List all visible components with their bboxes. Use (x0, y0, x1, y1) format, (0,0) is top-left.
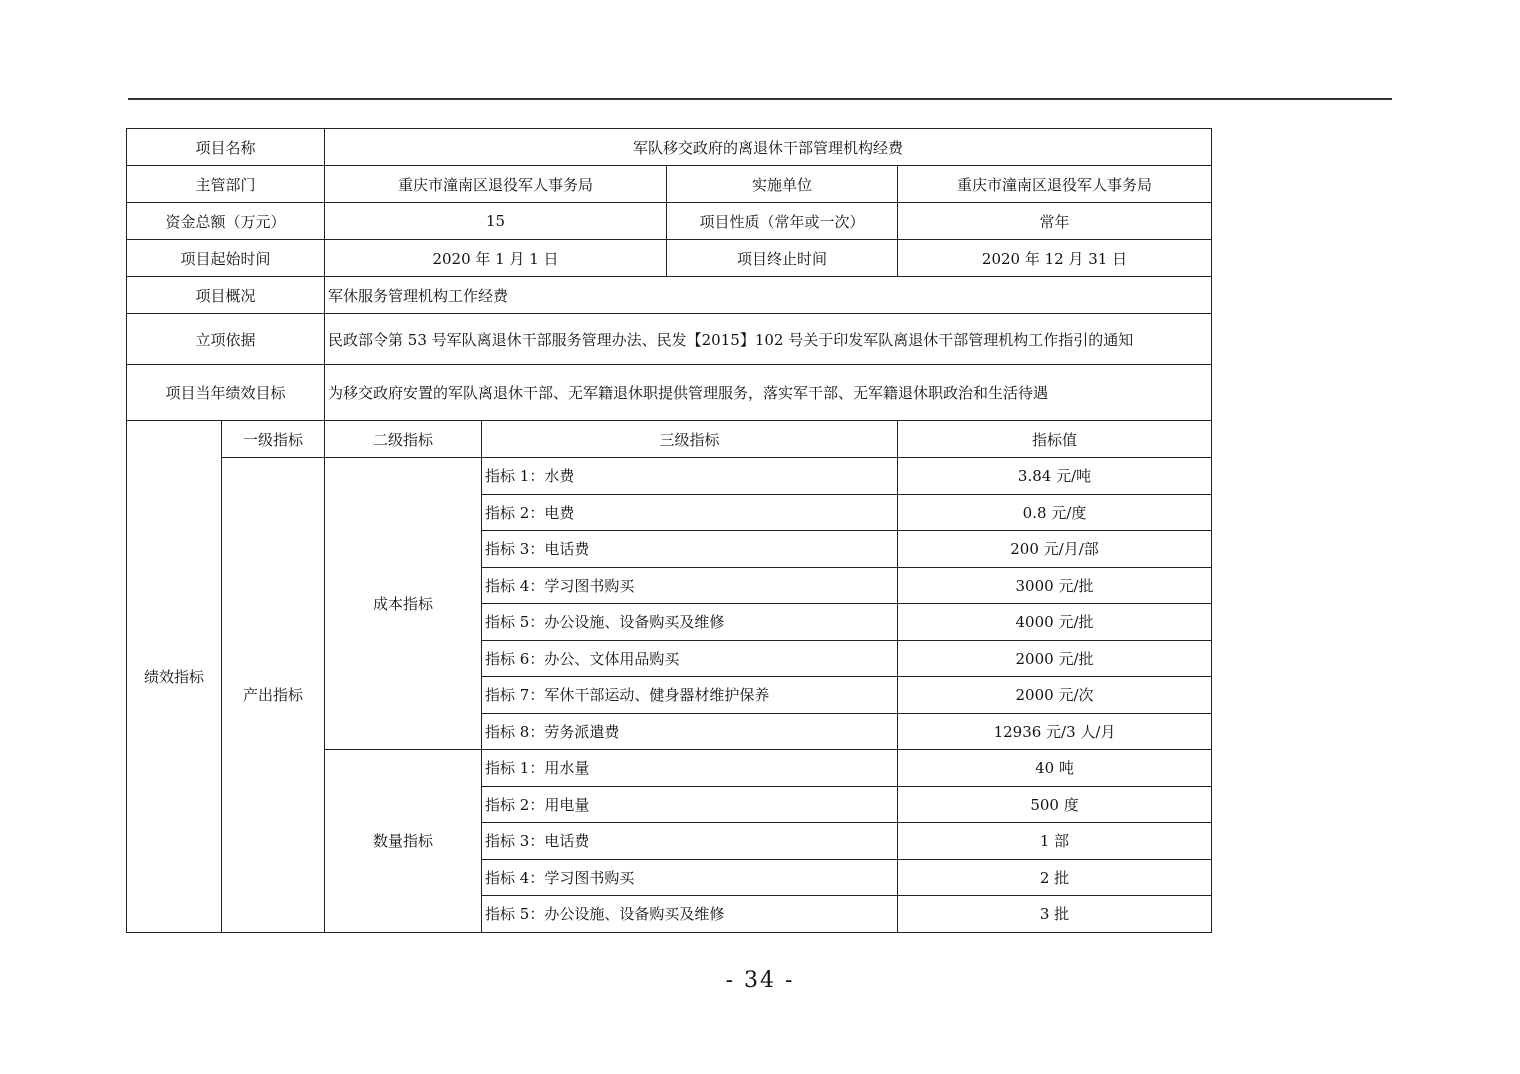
col-l3-header: 三级指标 (482, 421, 898, 458)
perf-label: 绩效指标 (127, 421, 222, 933)
indicator-name: 指标 3：电话费 (482, 531, 898, 568)
indicator-value: 3 批 (898, 896, 1212, 933)
indicator-row (127, 458, 1212, 495)
indicator-value: 2000 元/次 (898, 677, 1212, 714)
page-number: - 34 - (725, 968, 795, 993)
col-l2-header: 二级指标 (325, 421, 482, 458)
indicator-value: 0.8 元/度 (898, 494, 1212, 531)
level2-qty-indicator: 数量指标 (325, 750, 482, 933)
indicator-value: 12936 元/3 人/月 (898, 713, 1212, 750)
level2-cost-indicator: 成本指标 (325, 458, 482, 750)
indicator-name: 指标 7：军休干部运动、健身器材维护保养 (482, 677, 898, 714)
col-l1-header: 一级指标 (222, 421, 325, 458)
impl-value: 重庆市潼南区退役军人事务局 (898, 166, 1212, 203)
row-goal (127, 365, 1212, 421)
goal-value: 为移交政府安置的军队离退休干部、无军籍退休职提供管理服务，落实军干部、无军籍退休职政治和生活待遇 (325, 365, 1212, 421)
overview-label: 项目概况 (127, 277, 325, 314)
top-rule (128, 98, 1392, 100)
row-dept (127, 166, 1212, 203)
basis-value: 民政部令第 53 号军队离退休干部服务管理办法、民发【2015】102 号关于印发军队离退休干部管理机构工作指引的通知 (325, 314, 1212, 365)
dept-value: 重庆市潼南区退役军人事务局 (325, 166, 667, 203)
indicator-name: 指标 5：办公设施、设备购买及维修 (482, 896, 898, 933)
basis-label: 立项依据 (127, 314, 325, 365)
goal-label: 项目当年绩效目标 (127, 365, 325, 421)
start-value: 2020 年 1 月 1 日 (325, 240, 667, 277)
project-name-value: 军队移交政府的离退休干部管理机构经费 (325, 129, 1212, 166)
indicator-value: 4000 元/批 (898, 604, 1212, 641)
indicator-value: 40 吨 (898, 750, 1212, 787)
row-basis (127, 314, 1212, 365)
indicator-name: 指标 1：用水量 (482, 750, 898, 787)
level1-output-indicator: 产出指标 (222, 458, 325, 933)
start-label: 项目起始时间 (127, 240, 325, 277)
nature-label: 项目性质（常年或一次） (667, 203, 898, 240)
project-name-label: 项目名称 (127, 129, 325, 166)
indicator-value: 3000 元/批 (898, 567, 1212, 604)
row-dates (127, 240, 1212, 277)
row-fund (127, 203, 1212, 240)
col-value-header: 指标值 (898, 421, 1212, 458)
end-value: 2020 年 12 月 31 日 (898, 240, 1212, 277)
indicator-value: 3.84 元/吨 (898, 458, 1212, 495)
fund-label: 资金总额（万元） (127, 203, 325, 240)
indicator-name: 指标 4：学习图书购买 (482, 567, 898, 604)
indicator-value: 1 部 (898, 823, 1212, 860)
dept-label: 主管部门 (127, 166, 325, 203)
row-overview (127, 277, 1212, 314)
indicator-name: 指标 2：用电量 (482, 786, 898, 823)
indicator-name: 指标 6：办公、文体用品购买 (482, 640, 898, 677)
indicator-value: 2000 元/批 (898, 640, 1212, 677)
indicator-name: 指标 3：电话费 (482, 823, 898, 860)
indicator-value: 2 批 (898, 859, 1212, 896)
overview-value: 军休服务管理机构工作经费 (325, 277, 1212, 314)
nature-value: 常年 (898, 203, 1212, 240)
row-project-name (127, 129, 1212, 166)
indicator-value: 200 元/月/部 (898, 531, 1212, 568)
row-perf-header (127, 421, 1212, 458)
end-label: 项目终止时间 (667, 240, 898, 277)
indicator-name: 指标 1：水费 (482, 458, 898, 495)
indicator-name: 指标 2：电费 (482, 494, 898, 531)
project-performance-table (126, 128, 1212, 933)
indicator-name: 指标 8：劳务派遣费 (482, 713, 898, 750)
impl-label: 实施单位 (667, 166, 898, 203)
fund-value: 15 (325, 203, 667, 240)
indicator-name: 指标 5：办公设施、设备购买及维修 (482, 604, 898, 641)
indicator-value: 500 度 (898, 786, 1212, 823)
indicator-name: 指标 4：学习图书购买 (482, 859, 898, 896)
